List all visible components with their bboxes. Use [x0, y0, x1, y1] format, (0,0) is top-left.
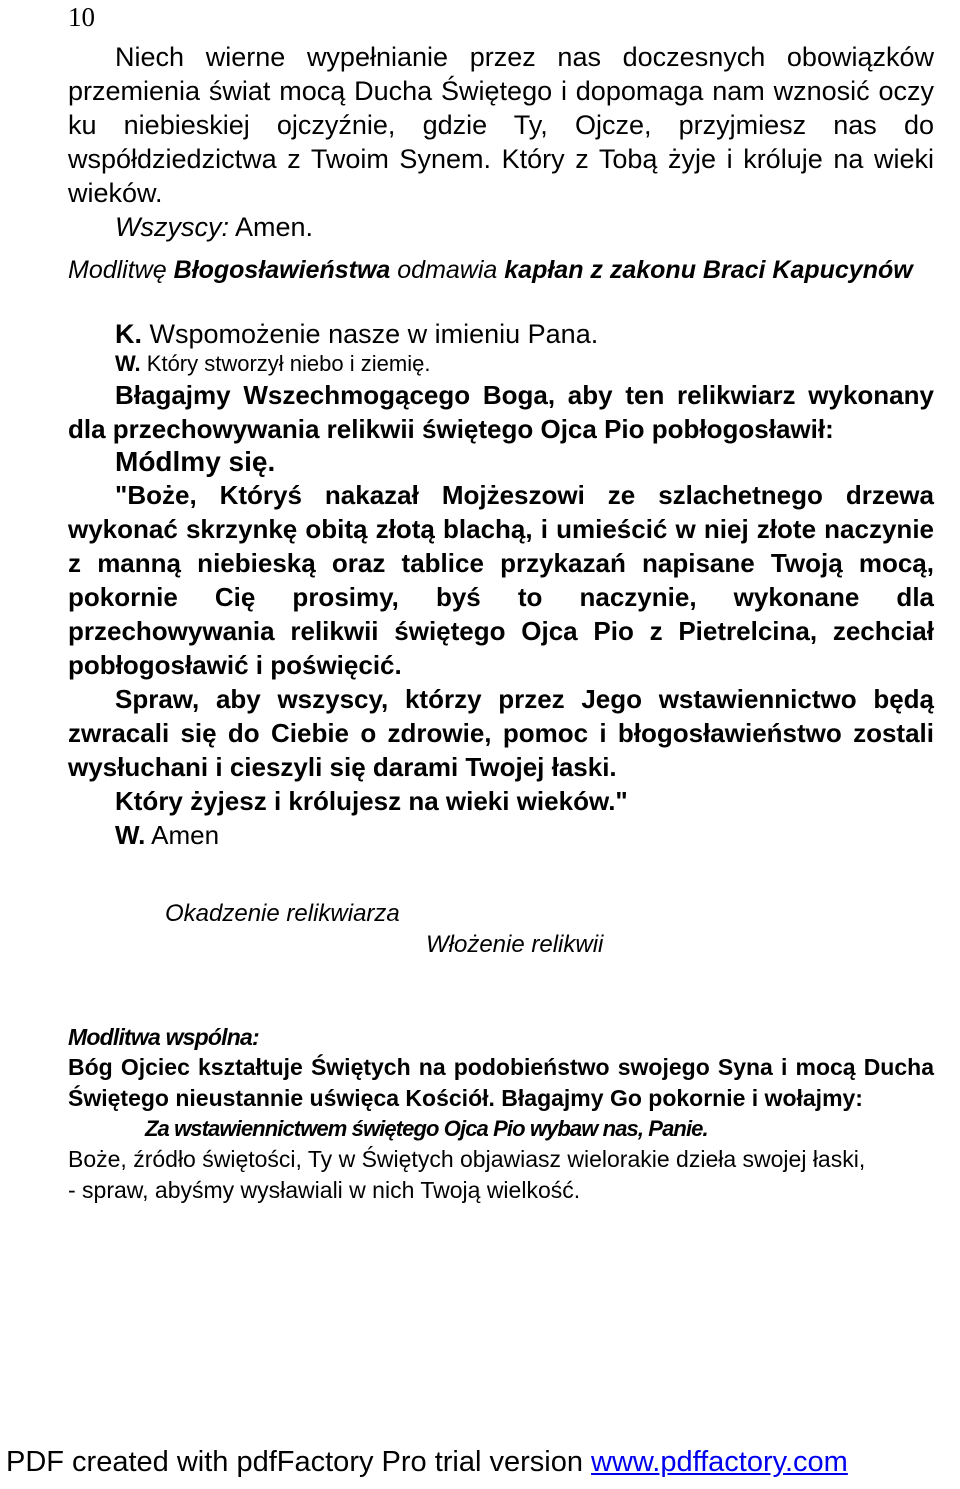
- speaker-label: Wszyscy:: [115, 212, 229, 242]
- relic-placement-rubric: Włożenie relikwii: [426, 931, 604, 958]
- blessing-prayer-part2: Spraw, aby wszyscy, którzy przez Jego wstawiennictwo będą zwracali się do Ciebie o zdrowie, pomoc i błogosławieństwo zostali wysłuchani i cieszyli się darami Twojej łaski.: [68, 684, 934, 782]
- amen-text: Amen.: [229, 212, 314, 242]
- pdf-watermark-footer: [6, 1446, 848, 1479]
- versicle-label: K.: [115, 319, 142, 349]
- blessing-rubric: [68, 254, 934, 286]
- common-prayer-heading: Modlitwa wspólna:: [68, 1024, 259, 1050]
- rubric-part: Modlitwę: [68, 256, 174, 284]
- blessing-prayer-part1: "Boże, Któryś nakazał Mojżeszowi ze szlachetnego drzewa wykonać skrzynkę obitą złotą blachą, i umieścić w niej złote naczynie z manną niebieską oraz tablice przykazań napisane Twoją mocą, pokornie Cię prosimy, byś to naczynie, wykonane dla przechowywania relikwii świętego Ojca Pio z Pietrelcina, zechciał pobłogosławić i poświęcić.: [68, 480, 934, 680]
- invocation-1-response: - spraw, abyśmy wysławiali w nich Twoją wielkość.: [68, 1177, 581, 1203]
- pdffactory-link[interactable]: www.pdffactory.com: [591, 1446, 848, 1478]
- rubric-part: odmawia: [390, 256, 505, 284]
- common-prayer-intro: Bóg Ojciec kształtuje Świętych na podobieństwo swojego Syna i mocą Ducha Świętego nieustannie uświęca Kościół. Błagajmy Go pokornie i wołajmy:: [68, 1054, 934, 1111]
- document-body: [68, 40, 934, 1206]
- final-amen-line: [68, 818, 934, 852]
- response-label: W.: [115, 351, 141, 376]
- incensing-rubric: Okadzenie relikwiarza: [165, 900, 400, 927]
- amen-text: Amen: [145, 820, 220, 850]
- response-w: [68, 350, 934, 378]
- page-number: 10: [68, 2, 95, 32]
- versicle-text: Wspomożenie nasze w imieniu Pana.: [142, 319, 599, 349]
- footer-text: PDF created with pdfFactory Pro trial version: [6, 1446, 592, 1478]
- common-prayer-response: Za wstawiennictwem świętego Ojca Pio wybaw nas, Panie.: [145, 1116, 708, 1141]
- blessing-prayer-conclusion: Który żyjesz i królujesz na wieki wieków.": [115, 786, 628, 816]
- rubric-part-bold: kapłan z zakonu Braci Kapucynów: [504, 256, 913, 284]
- closing-prayer-paragraph: Niech wierne wypełnianie przez nas doczesnych obowiązków przemienia świat mocą Ducha Świętego i dopomaga nam wznosić oczy ku niebieskiej ojczyźnie, gdzie Ty, Ojcze, przyjmiesz nas do współdziedzictwa z Twoim Synem. Który z Tobą żyje i króluje na wieki wieków.: [68, 42, 934, 208]
- response-label: W.: [115, 820, 146, 850]
- response-text: Który stworzył niebo i ziemię.: [140, 351, 431, 376]
- rubric-part-bold: Błogosławieństwa: [173, 256, 391, 284]
- all-amen-line: [68, 210, 934, 244]
- invitation-prayer: Błagajmy Wszechmogącego Boga, aby ten relikwiarz wykonany dla przechowywania relikwii świętego Ojca Pio pobłogosławił:: [68, 380, 934, 444]
- lets-pray-line: Módlmy się.: [115, 446, 276, 477]
- invocation-1: Boże, źródło świętości, Ty w Świętych objawiasz wielorakie dzieła swojej łaski,: [68, 1146, 866, 1172]
- versicle-k: [68, 318, 934, 350]
